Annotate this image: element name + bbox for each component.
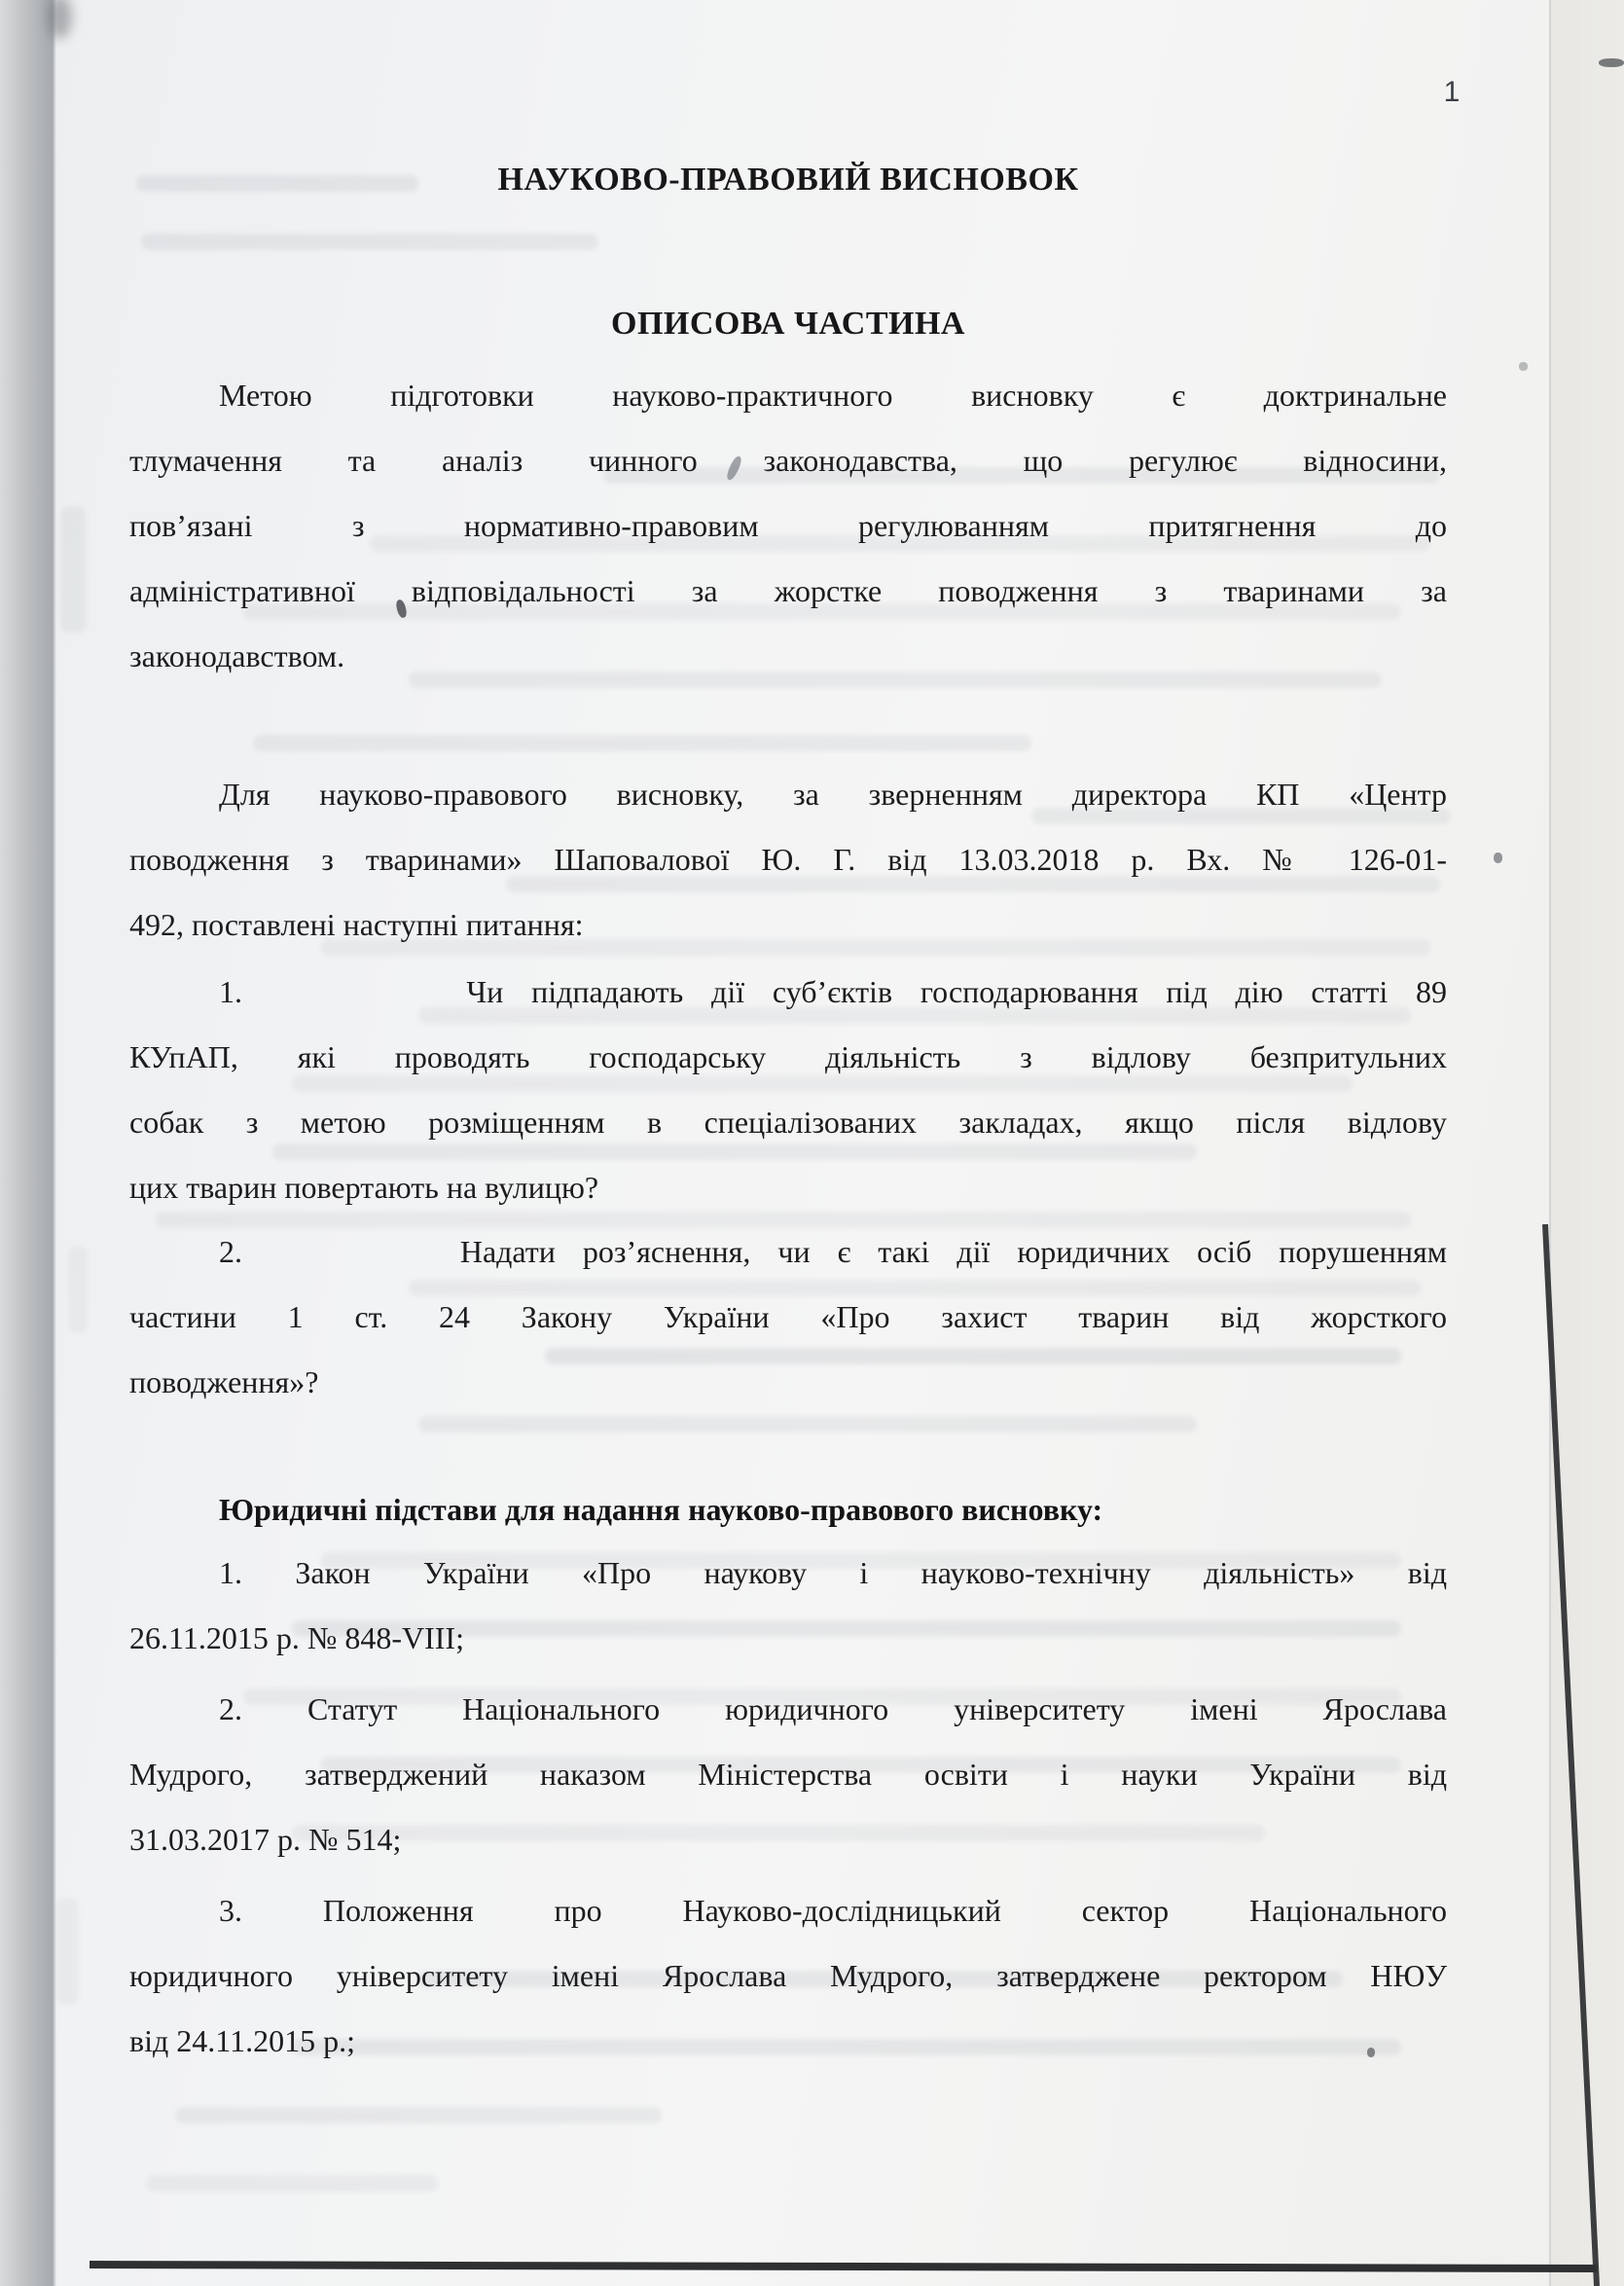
text-line: пов’язані з нормативно-правовим регулюванням притягнення до (129, 508, 1447, 543)
text-line: 2. Статут Національного юридичного університету імені Ярослава (219, 1691, 1447, 1726)
scan-corner-smudge (47, 0, 72, 39)
ink-speck (1519, 362, 1528, 371)
bleed-through-smudge (418, 1416, 1197, 1433)
text-line: Мудрого, затверджений наказом Міністерства освіти і науки України від (129, 1757, 1447, 1792)
bleed-through-smudge (253, 735, 1031, 751)
text-line: цих тварин повертають на вулицю? (129, 1170, 599, 1205)
text-line: Для науково-правового висновку, за зверненням директора КП «Центр (219, 777, 1447, 812)
text-line: 1. Закон України «Про наукову і науково-технічну діяльність» від (219, 1555, 1447, 1590)
text-line: 31.03.2017 р. № 514; (129, 1822, 402, 1857)
legal-basis-item-3 (129, 1878, 1447, 2074)
text-line: 2. Надати роз’яснення, чи є такі дії юридичних осіб порушенням (219, 1234, 1447, 1269)
legal-basis-item-2 (129, 1677, 1447, 1872)
text-line: 1. Чи підпадають дії суб’єктів господарювання під дію статті 89 (219, 974, 1447, 1009)
text-line: адміністративної відповідальності за жорстке поводження з тваринами за (129, 573, 1447, 608)
paragraph-request (129, 762, 1447, 958)
bleed-through-smudge (175, 2107, 662, 2123)
page-edge-bottom-line (90, 2265, 1597, 2268)
legal-basis-heading: Юридичні підстави для надання науково-правового висновку: (219, 1492, 1103, 1527)
bleed-through-smudge (146, 2175, 438, 2192)
bleed-through-smudge (60, 506, 86, 633)
question-1 (129, 960, 1447, 1220)
text-line: юридичного університету імені Ярослава Мудрого, затверджене ректором НЮУ (129, 1958, 1447, 1993)
text-line: поводження з тваринами» Шаповалової Ю. Г. від 13.03.2018 р. Вх. № 126-01- (129, 842, 1447, 877)
text-line: частини 1 ст. 24 Закону України «Про захист тварин від жорсткого (129, 1299, 1447, 1334)
text-line: 3. Положення про Науково-дослідницький сектор Національного (219, 1893, 1447, 1928)
bleed-through-smudge (56, 1898, 78, 2005)
document-title: НАУКОВО-ПРАВОВИЙ ВИСНОВОК (497, 162, 1079, 198)
text-line: собак з метою розміщенням в спеціалізованих закладах, якщо після відлову (129, 1105, 1447, 1140)
bleed-through-smudge (68, 1246, 88, 1333)
text-line: поводження»? (129, 1364, 319, 1399)
question-2 (129, 1219, 1447, 1415)
page-number: 1 (1443, 76, 1461, 108)
text-line: 26.11.2015 р. № 848-VIII; (129, 1620, 464, 1655)
text-line: КУпАП, які проводять господарську діяльність з відлову безпритульних (129, 1039, 1447, 1074)
scan-right-margin (1551, 0, 1624, 2286)
text-line: тлумачення та аналіз чинного законодавства, що регулює відносини, (129, 443, 1447, 478)
ink-speck (1599, 58, 1624, 67)
text-line: від 24.11.2015 р.; (129, 2023, 355, 2058)
text-line: 492, поставлені наступні питання: (129, 907, 584, 942)
scan-left-edge-shadow (0, 0, 56, 2286)
bleed-through-smudge (141, 234, 598, 250)
text-line: законодавством. (129, 638, 345, 673)
ink-speck (1494, 853, 1502, 863)
legal-basis-item-1 (129, 1541, 1447, 1671)
text-line: Метою підготовки науково-практичного висновку є доктринальне (219, 378, 1447, 413)
paragraph-purpose (129, 363, 1447, 689)
section-title: ОПИСОВА ЧАСТИНА (611, 306, 965, 342)
